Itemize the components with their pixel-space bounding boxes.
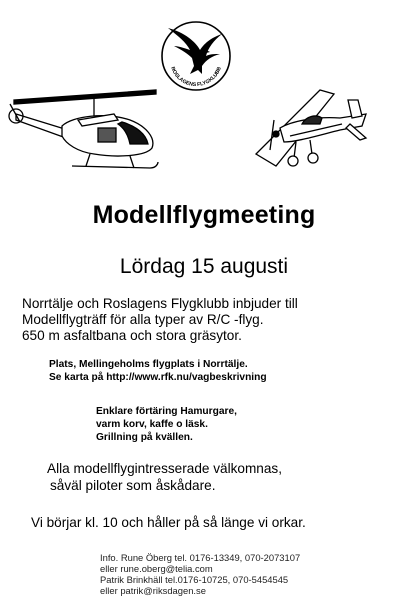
intro-line: 650 m asfaltbana och stora gräsytor. bbox=[22, 328, 242, 343]
event-date: Lördag 15 augusti bbox=[119, 255, 289, 278]
contact-line: Info. Rune Öberg tel. 0176-13349, 070-2073107 bbox=[100, 552, 301, 563]
contact-line: Patrik Brinkhäll tel.0176-10725, 070-5454545 bbox=[100, 574, 289, 585]
food-line: varm korv, kaffe o läsk. bbox=[96, 419, 208, 430]
intro-line: Norrtälje och Roslagens Flygklubb inbjuder till bbox=[22, 296, 298, 311]
food-line: Grillning på kvällen. bbox=[96, 432, 193, 443]
welcome-line: Alla modellflygintresserade välkomnas, bbox=[47, 461, 282, 476]
place-line: Plats, Mellingeholms flygplats i Norrtälje. bbox=[49, 359, 248, 370]
page-title: Modellflygmeeting bbox=[92, 201, 316, 229]
contact-email: eller patrik@riksdagen.se bbox=[100, 585, 206, 596]
contact-email: eller rune.oberg@telia.com bbox=[100, 563, 213, 574]
helicopter-icon bbox=[6, 86, 168, 176]
welcome-line: såväl piloter som åskådare. bbox=[50, 478, 216, 493]
food-line: Enklare förtäring Hamurgare, bbox=[96, 406, 237, 417]
eagle-logo-icon bbox=[160, 20, 232, 92]
airplane-icon bbox=[250, 84, 370, 176]
logo-text: ROSLAGENS FLYGKLUBB bbox=[169, 66, 223, 89]
place-link: Se karta på http://www.rfk.nu/vagbeskrivning bbox=[49, 372, 267, 383]
start-time-text: Vi börjar kl. 10 och håller på så länge vi orkar. bbox=[31, 515, 306, 530]
intro-line: Modellflygträff för alla typer av R/C -flyg. bbox=[22, 312, 264, 327]
